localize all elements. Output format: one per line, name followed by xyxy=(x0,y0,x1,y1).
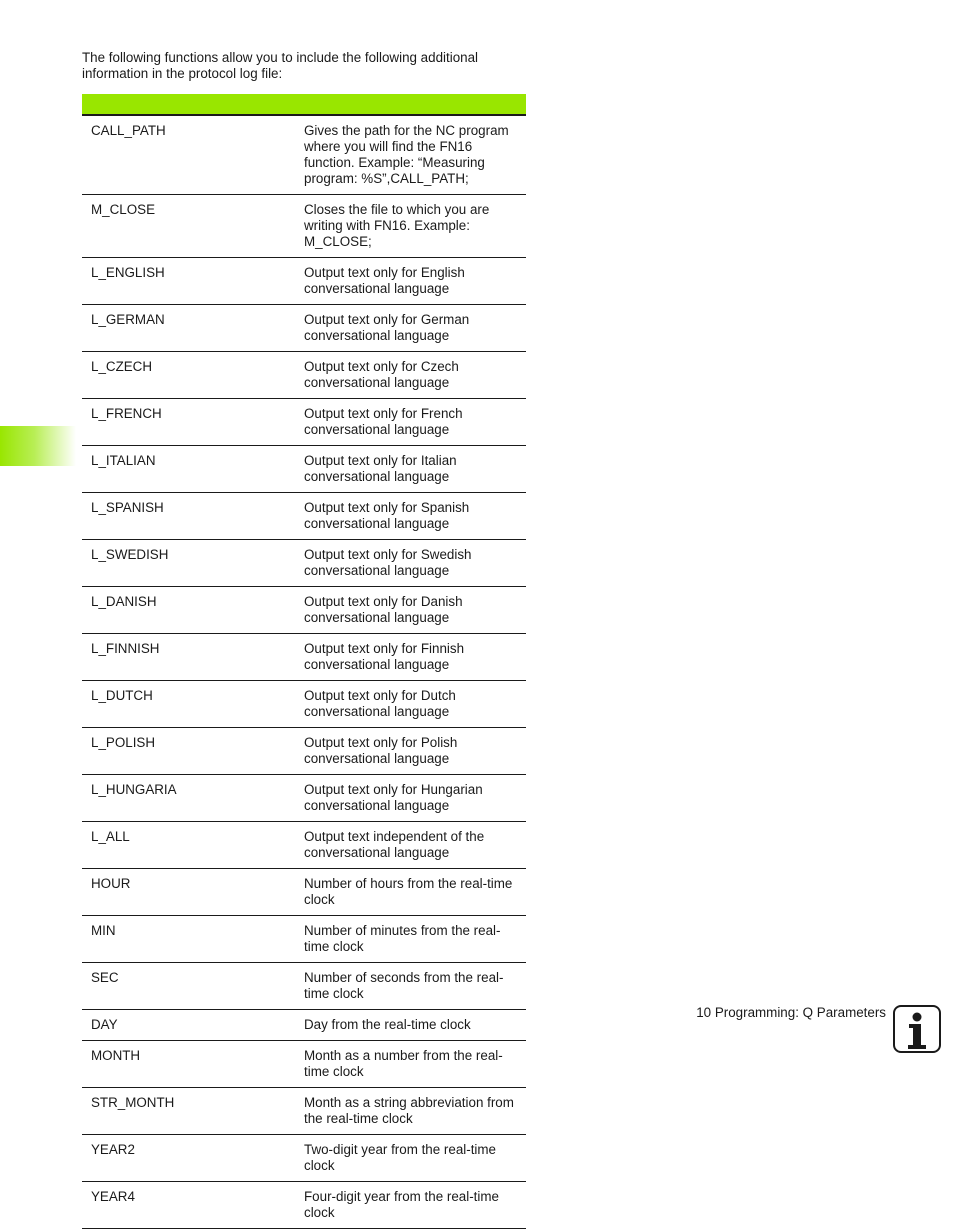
function-name: L_HUNGARIA xyxy=(82,775,304,822)
function-name: L_POLISH xyxy=(82,728,304,775)
table-row xyxy=(82,540,526,587)
function-description: Output text only for Swedish conversational language xyxy=(304,540,526,587)
function-name: L_SPANISH xyxy=(82,493,304,540)
table-row xyxy=(82,258,526,305)
function-name: L_GERMAN xyxy=(82,305,304,352)
table-row xyxy=(82,916,526,963)
function-description: Output text independent of the conversational language xyxy=(304,822,526,869)
table-row xyxy=(82,822,526,869)
function-description: Two-digit year from the real-time clock xyxy=(304,1135,526,1182)
function-description: Gives the path for the NC program where you will find the FN16 function. Example: “Measuring program: %S”,CALL_PATH; xyxy=(304,115,526,195)
function-description: Output text only for Czech conversational language xyxy=(304,352,526,399)
table-row xyxy=(82,305,526,352)
function-description: Four-digit year from the real-time clock xyxy=(304,1182,526,1229)
function-description: Output text only for Spanish conversational language xyxy=(304,493,526,540)
table-row xyxy=(82,634,526,681)
function-name: DAY xyxy=(82,1010,304,1041)
function-table xyxy=(82,94,526,1229)
function-description: Month as a number from the real-time clock xyxy=(304,1041,526,1088)
table-row xyxy=(82,587,526,634)
table-row xyxy=(82,493,526,540)
table-row xyxy=(82,869,526,916)
table-body xyxy=(82,115,526,1229)
table-row xyxy=(82,963,526,1010)
function-name: MIN xyxy=(82,916,304,963)
function-name: MONTH xyxy=(82,1041,304,1088)
function-name: HOUR xyxy=(82,869,304,916)
function-description: Output text only for English conversational language xyxy=(304,258,526,305)
function-name: YEAR4 xyxy=(82,1182,304,1229)
function-description: Output text only for Finnish conversational language xyxy=(304,634,526,681)
function-description: Number of hours from the real-time clock xyxy=(304,869,526,916)
function-name: L_DUTCH xyxy=(82,681,304,728)
function-name: L_ITALIAN xyxy=(82,446,304,493)
table-header-bar xyxy=(82,94,526,115)
function-description: Month as a string abbreviation from the real-time clock xyxy=(304,1088,526,1135)
info-icon xyxy=(893,1005,941,1053)
table-row xyxy=(82,1182,526,1229)
function-description: Output text only for Dutch conversational language xyxy=(304,681,526,728)
function-name: M_CLOSE xyxy=(82,195,304,258)
table-row xyxy=(82,399,526,446)
table-row xyxy=(82,352,526,399)
chapter-footer-title: 10 Programming: Q Parameters xyxy=(696,1005,886,1020)
function-name: L_FRENCH xyxy=(82,399,304,446)
function-name: SEC xyxy=(82,963,304,1010)
function-name: STR_MONTH xyxy=(82,1088,304,1135)
function-description: Output text only for Danish conversational language xyxy=(304,587,526,634)
function-name: L_ALL xyxy=(82,822,304,869)
chapter-side-tab xyxy=(0,426,76,466)
function-name: CALL_PATH xyxy=(82,115,304,195)
function-name: YEAR2 xyxy=(82,1135,304,1182)
function-description: Number of seconds from the real-time clock xyxy=(304,963,526,1010)
table-row xyxy=(82,1010,526,1041)
function-description: Day from the real-time clock xyxy=(304,1010,526,1041)
intro-paragraph: The following functions allow you to include the following additional information in the protocol log file: xyxy=(82,50,479,81)
function-description: Output text only for German conversational language xyxy=(304,305,526,352)
table-row xyxy=(82,1088,526,1135)
table-row xyxy=(82,195,526,258)
function-name: L_DANISH xyxy=(82,587,304,634)
table-row xyxy=(82,446,526,493)
function-description: Closes the file to which you are writing with FN16. Example: M_CLOSE; xyxy=(304,195,526,258)
function-description: Output text only for Hungarian conversational language xyxy=(304,775,526,822)
function-description: Output text only for French conversational language xyxy=(304,399,526,446)
function-description: Output text only for Italian conversational language xyxy=(304,446,526,493)
function-description: Number of minutes from the real-time clock xyxy=(304,916,526,963)
function-name: L_CZECH xyxy=(82,352,304,399)
table-header-cell xyxy=(82,94,526,115)
table-row xyxy=(82,775,526,822)
function-name: L_SWEDISH xyxy=(82,540,304,587)
function-description: Output text only for Polish conversational language xyxy=(304,728,526,775)
function-name: L_ENGLISH xyxy=(82,258,304,305)
table-row xyxy=(82,115,526,195)
table-row xyxy=(82,728,526,775)
function-name: L_FINNISH xyxy=(82,634,304,681)
table-row xyxy=(82,1135,526,1182)
table-row xyxy=(82,1041,526,1088)
table-row xyxy=(82,681,526,728)
